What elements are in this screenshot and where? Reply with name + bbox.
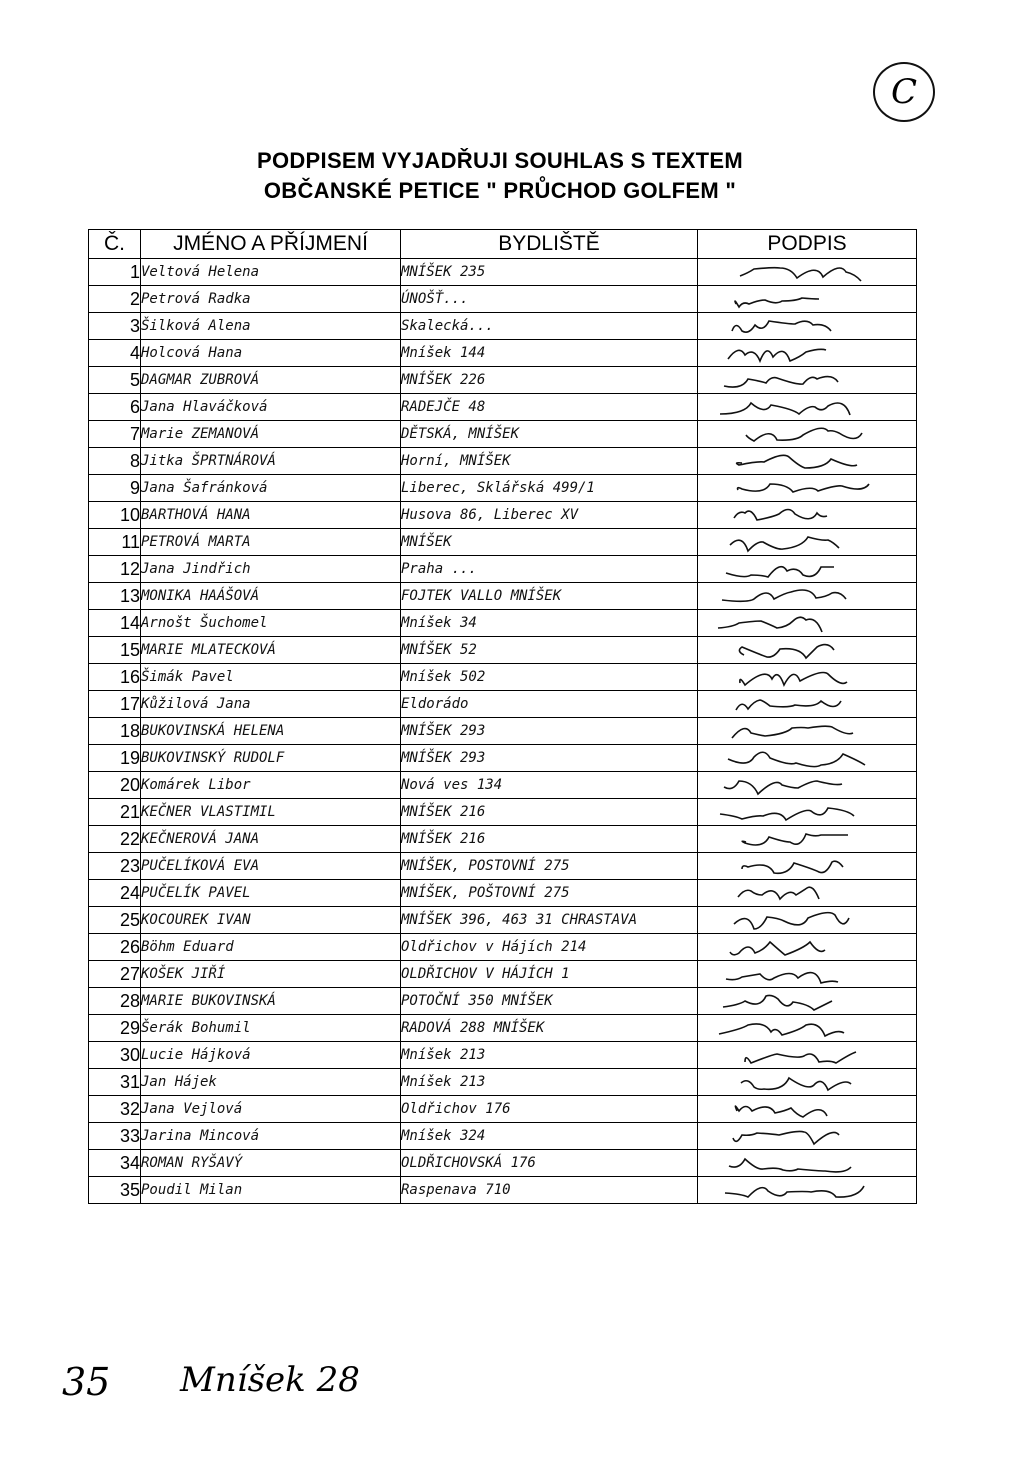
row-name: Lucie Hájková: [141, 1042, 401, 1069]
signature-scribble: [698, 826, 908, 852]
row-signature: [698, 988, 917, 1015]
row-signature: [698, 826, 917, 853]
table-row: [89, 691, 917, 718]
row-address: MNÍŠEK 216: [401, 826, 698, 853]
row-signature: [698, 745, 917, 772]
row-address: MNÍŠEK: [401, 529, 698, 556]
table-row: [89, 259, 917, 286]
row-signature: [698, 1015, 917, 1042]
row-address: Praha ...: [401, 556, 698, 583]
row-signature: [698, 529, 917, 556]
signature-scribble: [698, 610, 908, 636]
table-row: [89, 961, 917, 988]
table-row: [89, 286, 917, 313]
table-row: [89, 880, 917, 907]
row-address: Husova 86, Liberec XV: [401, 502, 698, 529]
row-name: DAGMAR ZUBROVÁ: [141, 367, 401, 394]
row-signature: [698, 448, 917, 475]
signature-scribble: [698, 583, 908, 609]
signature-scribble: [698, 718, 908, 744]
table-row: [89, 637, 917, 664]
row-number: 31: [89, 1069, 141, 1096]
row-number: 6: [89, 394, 141, 421]
table-row: [89, 1042, 917, 1069]
petition-heading-line2: OBČANSKÉ PETICE " PRŮCHOD GOLFEM ": [263, 178, 737, 203]
row-number: 27: [89, 961, 141, 988]
signature-scribble: [698, 502, 908, 528]
row-name: KOŠEK JIŘÍ: [141, 961, 401, 988]
table-row: [89, 772, 917, 799]
row-number: 3: [89, 313, 141, 340]
signature-scribble: [698, 1177, 908, 1203]
table-row: [89, 745, 917, 772]
row-number: 22: [89, 826, 141, 853]
signature-scribble: [698, 448, 908, 474]
signature-scribble: [698, 340, 908, 366]
row-signature: [698, 286, 917, 313]
row-signature: [698, 772, 917, 799]
signature-scribble: [698, 475, 908, 501]
row-name: BUKOVINSKÝ RUDOLF: [141, 745, 401, 772]
signature-scribble: [698, 286, 908, 312]
table-row: [89, 853, 917, 880]
signature-scribble: [698, 1096, 908, 1122]
row-address: Nová ves 134: [401, 772, 698, 799]
row-signature: [698, 1123, 917, 1150]
row-name: ROMAN RYŠAVÝ: [141, 1150, 401, 1177]
row-signature: [698, 367, 917, 394]
row-number: 15: [89, 637, 141, 664]
table-row: [89, 421, 917, 448]
table-row: [89, 664, 917, 691]
row-number: 10: [89, 502, 141, 529]
row-address: MNÍŠEK 293: [401, 718, 698, 745]
row-number: 32: [89, 1096, 141, 1123]
row-number: 20: [89, 772, 141, 799]
table-row: [89, 583, 917, 610]
row-address: POTOČNÍ 350 MNÍŠEK: [401, 988, 698, 1015]
row-name: BARTHOVÁ HANA: [141, 502, 401, 529]
row-name: Jarina Mincová: [141, 1123, 401, 1150]
row-signature: [698, 394, 917, 421]
row-name: PETROVÁ MARTA: [141, 529, 401, 556]
row-address: MNÍŠEK, POŠTOVNÍ 275: [401, 880, 698, 907]
table-row: [89, 475, 917, 502]
row-signature: [698, 961, 917, 988]
table-row: [89, 934, 917, 961]
table-row: [89, 988, 917, 1015]
row-address: MNÍŠEK 293: [401, 745, 698, 772]
table-row: [89, 1015, 917, 1042]
table-row: [89, 1123, 917, 1150]
row-number: 16: [89, 664, 141, 691]
row-signature: [698, 610, 917, 637]
table-row: [89, 1150, 917, 1177]
row-name: Jana Jindřich: [141, 556, 401, 583]
row-address: Eldorádo: [401, 691, 698, 718]
row-name: Šerák Bohumil: [141, 1015, 401, 1042]
table-row: [89, 1177, 917, 1204]
row-number: 1: [89, 259, 141, 286]
row-signature: [698, 880, 917, 907]
row-name: Jana Šafránková: [141, 475, 401, 502]
row-signature: [698, 421, 917, 448]
signature-scribble: [698, 556, 908, 582]
row-address: RADEJČE 48: [401, 394, 698, 421]
row-signature: [698, 718, 917, 745]
row-name: MONIKA HAÁŠOVÁ: [141, 583, 401, 610]
row-name: BUKOVINSKÁ HELENA: [141, 718, 401, 745]
signature-scribble: [698, 799, 908, 825]
signature-scribble: [698, 664, 908, 690]
row-name: MARIE BUKOVINSKÁ: [141, 988, 401, 1015]
signature-table: [88, 229, 917, 1204]
signature-scribble: [698, 1042, 908, 1068]
row-name: Jana Hlaváčková: [141, 394, 401, 421]
row-address: Skalecká...: [401, 313, 698, 340]
table-row: [89, 448, 917, 475]
signature-scribble: [698, 313, 908, 339]
row-name: KOCOUREK IVAN: [141, 907, 401, 934]
signature-scribble: [698, 637, 908, 663]
table-row: [89, 340, 917, 367]
row-address: MNÍŠEK, POSTOVNÍ 275: [401, 853, 698, 880]
row-name: Holcová Hana: [141, 340, 401, 367]
row-name: Veltová Helena: [141, 259, 401, 286]
row-number: 11: [89, 529, 141, 556]
row-address: MNÍŠEK 52: [401, 637, 698, 664]
corner-letter: C: [890, 72, 917, 112]
row-address: Oldřichov 176: [401, 1096, 698, 1123]
signature-scribble: [698, 1069, 908, 1095]
row-signature: [698, 556, 917, 583]
row-name: Šilková Alena: [141, 313, 401, 340]
row-address: RADOVÁ 288 MNÍŠEK: [401, 1015, 698, 1042]
row-signature: [698, 340, 917, 367]
row-address: OLDŘICHOV V HÁJÍCH 1: [401, 961, 698, 988]
signature-scribble: [698, 1123, 908, 1149]
table-header-row: [89, 230, 917, 259]
table-row: [89, 610, 917, 637]
table-row: [89, 826, 917, 853]
signature-scribble: [698, 961, 908, 987]
table-row: [89, 502, 917, 529]
row-signature: [698, 259, 917, 286]
corner-circled-letter: [873, 62, 935, 122]
row-number: 12: [89, 556, 141, 583]
row-name: Jitka ŠPRTNÁROVÁ: [141, 448, 401, 475]
row-number: 8: [89, 448, 141, 475]
row-number: 17: [89, 691, 141, 718]
row-address: DĚTSKÁ, MNÍŠEK: [401, 421, 698, 448]
row-number: 21: [89, 799, 141, 826]
row-address: OLDŘICHOVSKÁ 176: [401, 1150, 698, 1177]
signature-scribble: [698, 394, 908, 420]
row-number: 13: [89, 583, 141, 610]
row-signature: [698, 934, 917, 961]
row-address: Mníšek 213: [401, 1042, 698, 1069]
header-address: BYDLIŠTĚ: [401, 230, 698, 259]
table-body: [89, 259, 917, 1204]
signature-scribble: [698, 421, 908, 447]
row-name: Marie ZEMANOVÁ: [141, 421, 401, 448]
row-name: PUČELÍK PAVEL: [141, 880, 401, 907]
footer-count: 35: [62, 1360, 111, 1404]
row-address: ÚNOŠŤ...: [401, 286, 698, 313]
row-name: Arnošt Šuchomel: [141, 610, 401, 637]
row-address: Mníšek 324: [401, 1123, 698, 1150]
row-number: 4: [89, 340, 141, 367]
signature-scribble: [698, 1150, 908, 1176]
row-address: MNÍŠEK 216: [401, 799, 698, 826]
signature-scribble: [698, 259, 908, 285]
row-name: Šimák Pavel: [141, 664, 401, 691]
row-signature: [698, 1069, 917, 1096]
row-name: KEČNER VLASTIMIL: [141, 799, 401, 826]
row-signature: [698, 907, 917, 934]
row-name: Jan Hájek: [141, 1069, 401, 1096]
row-address: Liberec, Sklářská 499/1: [401, 475, 698, 502]
petition-heading-line1: PODPISEM VYJADŘUJI SOUHLAS S TEXTEM: [256, 148, 744, 173]
table-row: [89, 367, 917, 394]
row-signature: [698, 583, 917, 610]
table-row: [89, 313, 917, 340]
row-signature: [698, 853, 917, 880]
signature-scribble: [698, 1015, 908, 1041]
signature-scribble: [698, 529, 908, 555]
signature-scribble: [698, 367, 908, 393]
table-row: [89, 529, 917, 556]
row-address: Mníšek 213: [401, 1069, 698, 1096]
row-name: MARIE MLATECKOVÁ: [141, 637, 401, 664]
row-number: 18: [89, 718, 141, 745]
row-signature: [698, 1096, 917, 1123]
row-number: 23: [89, 853, 141, 880]
row-signature: [698, 1177, 917, 1204]
row-address: Mníšek 502: [401, 664, 698, 691]
row-signature: [698, 1150, 917, 1177]
signature-scribble: [698, 988, 908, 1014]
signature-scribble: [698, 745, 908, 771]
row-address: Mníšek 144: [401, 340, 698, 367]
row-number: 9: [89, 475, 141, 502]
row-number: 28: [89, 988, 141, 1015]
row-address: FOJTEK VALLO MNÍŠEK: [401, 583, 698, 610]
row-number: 5: [89, 367, 141, 394]
row-signature: [698, 502, 917, 529]
table-row: [89, 1069, 917, 1096]
header-number: Č.: [89, 230, 141, 259]
row-signature: [698, 799, 917, 826]
header-signature: PODPIS: [698, 230, 917, 259]
table-row: [89, 1096, 917, 1123]
row-name: Poudil Milan: [141, 1177, 401, 1204]
signature-scribble: [698, 880, 908, 906]
row-number: 34: [89, 1150, 141, 1177]
row-name: Kůžilová Jana: [141, 691, 401, 718]
row-signature: [698, 664, 917, 691]
row-number: 29: [89, 1015, 141, 1042]
row-number: 35: [89, 1177, 141, 1204]
row-name: Böhm Eduard: [141, 934, 401, 961]
row-number: 25: [89, 907, 141, 934]
signature-scribble: [698, 907, 908, 933]
table-row: [89, 799, 917, 826]
row-signature: [698, 637, 917, 664]
row-address: Horní, MNÍŠEK: [401, 448, 698, 475]
row-number: 30: [89, 1042, 141, 1069]
row-address: MNÍŠEK 235: [401, 259, 698, 286]
row-number: 19: [89, 745, 141, 772]
row-number: 24: [89, 880, 141, 907]
signature-scribble: [698, 691, 908, 717]
row-signature: [698, 691, 917, 718]
row-number: 7: [89, 421, 141, 448]
row-signature: [698, 475, 917, 502]
row-number: 26: [89, 934, 141, 961]
row-address: MNÍŠEK 396, 463 31 CHRASTAVA: [401, 907, 698, 934]
table-row: [89, 907, 917, 934]
row-address: Mníšek 34: [401, 610, 698, 637]
row-number: 14: [89, 610, 141, 637]
header-name: JMÉNO A PŘÍJMENÍ: [141, 230, 401, 259]
signature-scribble: [698, 772, 908, 798]
row-name: Petrová Radka: [141, 286, 401, 313]
row-name: PUČELÍKOVÁ EVA: [141, 853, 401, 880]
row-number: 33: [89, 1123, 141, 1150]
row-name: Jana Vejlová: [141, 1096, 401, 1123]
row-signature: [698, 1042, 917, 1069]
footer-place: Mníšek 28: [180, 1360, 360, 1400]
row-name: Komárek Libor: [141, 772, 401, 799]
table-row: [89, 394, 917, 421]
row-name: KEČNEROVÁ JANA: [141, 826, 401, 853]
signature-scribble: [698, 934, 908, 960]
signature-scribble: [698, 853, 908, 879]
table-row: [89, 718, 917, 745]
row-signature: [698, 313, 917, 340]
table-row: [89, 556, 917, 583]
row-address: Oldřichov v Hájích 214: [401, 934, 698, 961]
row-address: Raspenava 710: [401, 1177, 698, 1204]
row-number: 2: [89, 286, 141, 313]
row-address: MNÍŠEK 226: [401, 367, 698, 394]
